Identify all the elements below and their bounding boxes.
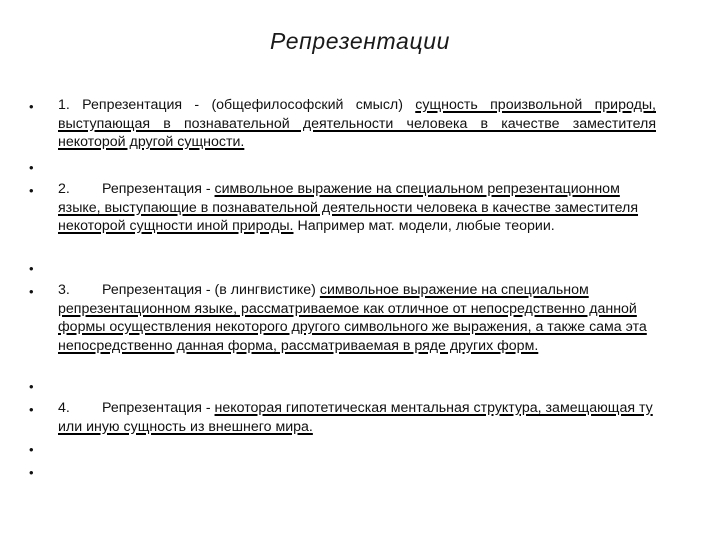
bullet: • <box>29 402 34 417</box>
bullet: • <box>29 379 34 394</box>
item-lead: (общефилософский смысл) <box>211 97 416 113</box>
definition-item <box>58 96 656 152</box>
slide-title: Репрезентации <box>270 28 450 54</box>
item-number: 3. <box>58 282 70 298</box>
item-dash: - <box>182 97 212 113</box>
item-dash: - <box>201 400 215 416</box>
definition-item <box>58 399 658 436</box>
item-tail: Например мат. модели, любые теории. <box>293 218 555 234</box>
item-lead: (в лингвистике) <box>214 282 320 298</box>
item-dash: - <box>201 181 215 197</box>
item-dash: - <box>201 282 215 298</box>
bullet: • <box>29 261 34 276</box>
item-term: Репрезентация <box>102 400 202 416</box>
bullet: • <box>29 442 34 457</box>
bullet: • <box>29 284 34 299</box>
item-number: 2. <box>58 181 70 197</box>
bullet: • <box>29 183 34 198</box>
item-number: 4. <box>58 400 70 416</box>
item-underlined-text: некоторая гипотетическая ментальная структура, замещающая ту или иную сущность из внешнего мира. <box>58 400 653 435</box>
item-term: Репрезентация <box>102 181 202 197</box>
item-term: Репрезентация <box>82 97 183 113</box>
item-underlined-text: символьное выражение на специальном репрезентационном языке, рассматриваемое как отличное от непосредственно данной формы осуществления некоторого другого символьного же выражения, а также сама эта непосредственно данная форма, рассматриваемая в ряде других форм. <box>58 282 647 354</box>
item-underlined-text: сущность произвольной природы, выступающая в познавательной деятельности человека в качестве заместителя некоторой другой сущности. <box>58 97 656 150</box>
item-term: Репрезентация <box>102 282 202 298</box>
definition-item <box>58 281 658 355</box>
definition-item <box>58 180 658 236</box>
item-underlined-text: символьное выражение на специальном репрезентационном языке, выступающие в познавательной деятельности человека в качестве заместителя некоторой сущности иной природы. <box>58 181 639 234</box>
bullet: • <box>29 160 34 175</box>
bullet: • <box>29 465 34 480</box>
bullet: • <box>29 99 34 114</box>
item-number: 1. <box>58 97 70 113</box>
